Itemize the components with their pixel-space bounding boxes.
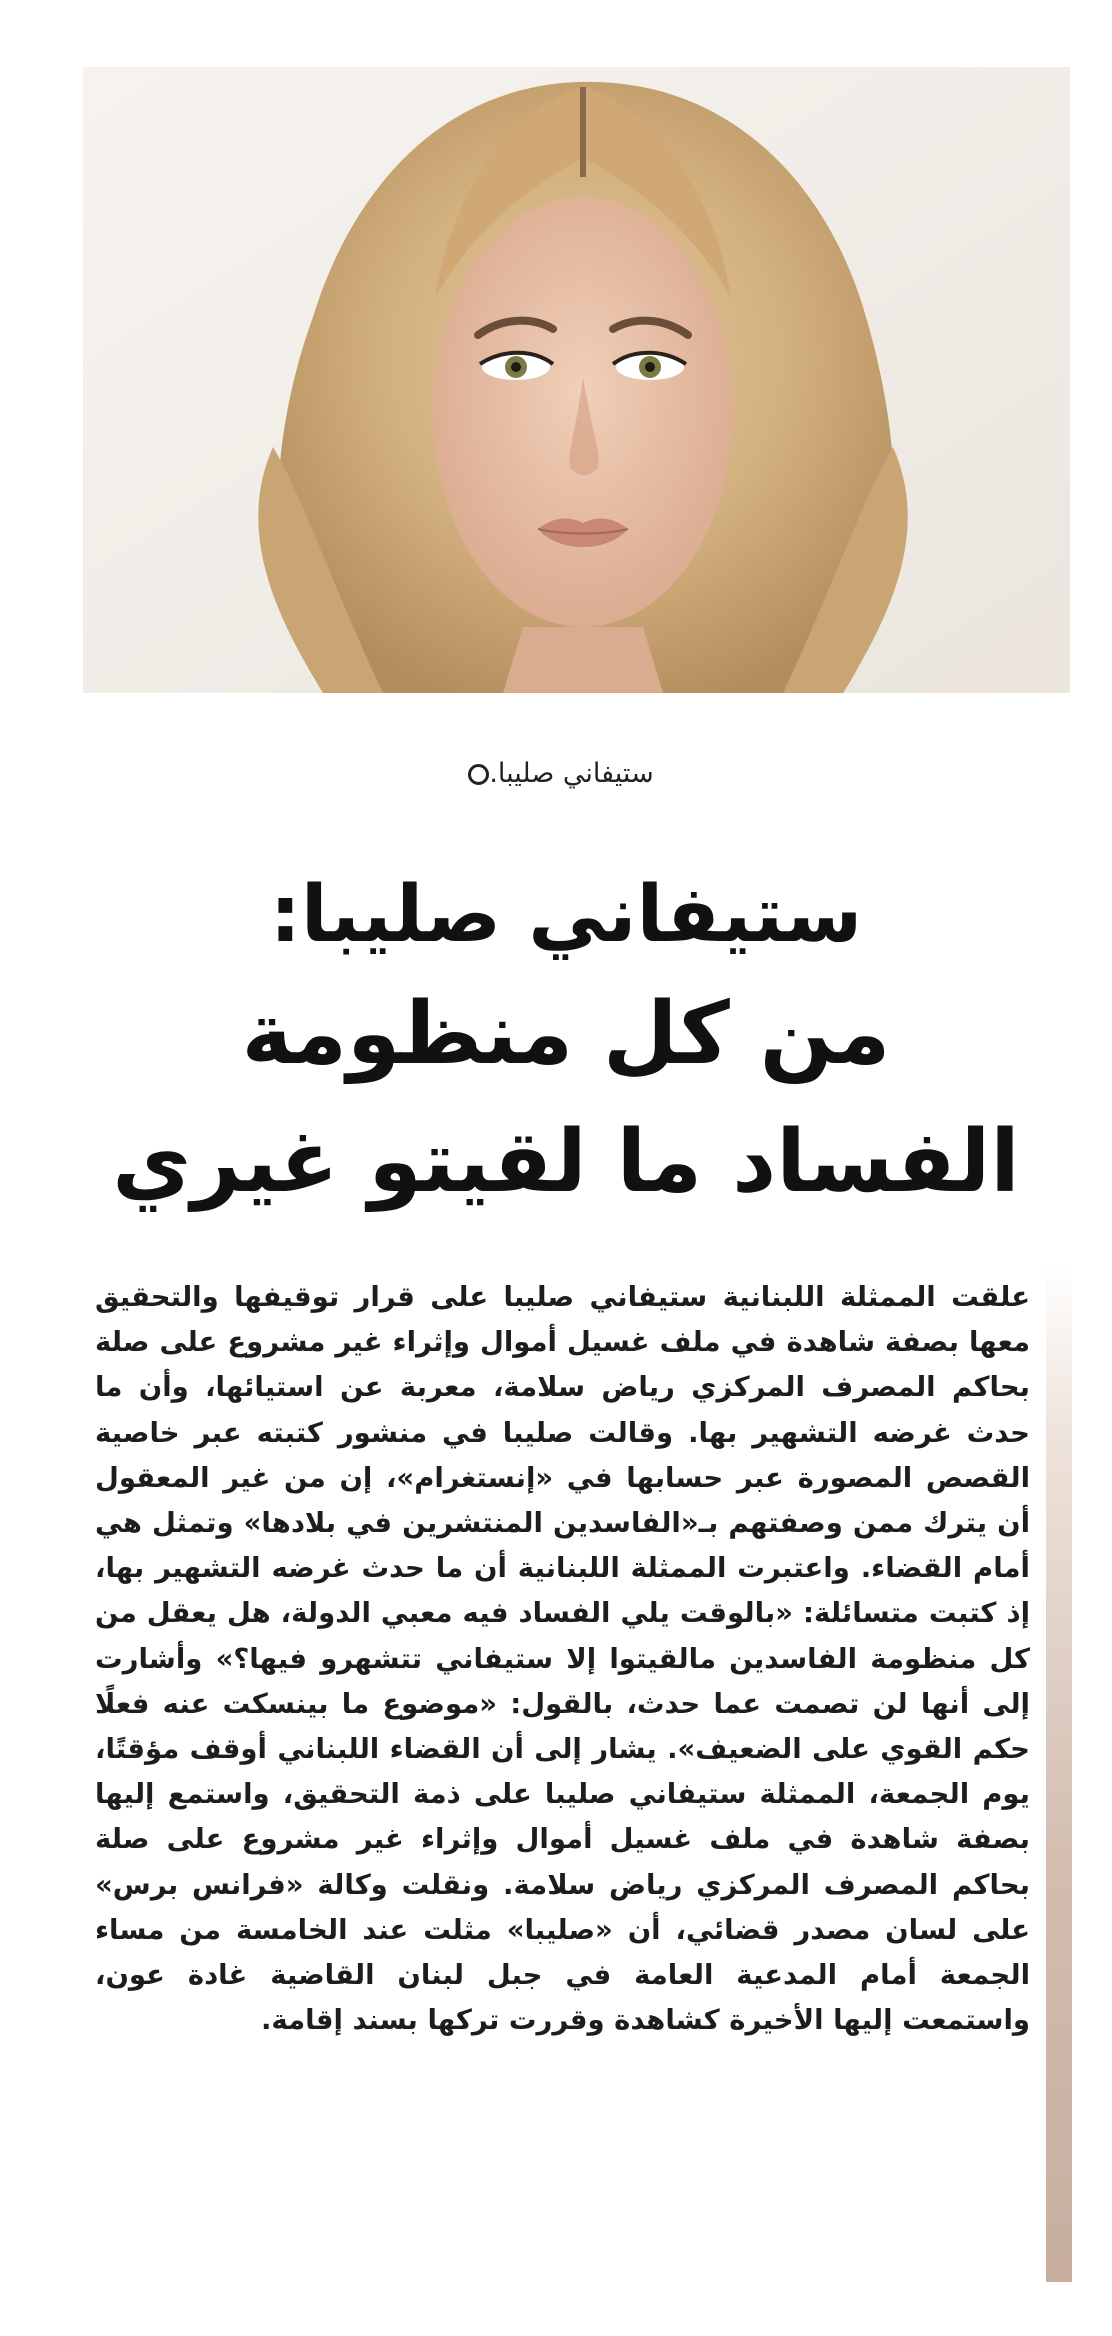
- caption-text: ستيفاني صليبا.: [489, 758, 654, 789]
- headline-line-3: الفساد ما لقيتو غيري: [112, 1112, 1020, 1212]
- headline-line-1: ستيفاني صليبا:: [269, 870, 863, 960]
- photo-caption: [0, 758, 1112, 789]
- decorative-side-bar: [1046, 1262, 1072, 2282]
- article-body: علقت الممثلة اللبنانية ستيفاني صليبا على قرار توقيفها والتحقيق معها بصفة شاهدة في ملف غسيل أموال وإثراء غير مشروع على صلة بحاكم المصرف المركزي رياض سلامة، معربة عن استيائها، وأن ما حدث غرضه التشهير بها. وقالت صليبا في منشور كتبته عبر خاصية القصص المصورة عبر حسابها في «إنستغرام»، إن من غير المعقول أن يترك ممن وصفتهم بـ«الفاسدين المنتشرين في بلادها» وتمثل هي أمام القضاء. واعتبرت الممثلة اللبنانية أن ما حدث غرضه التشهير بها، إذ كتبت متسائلة: «بالوقت يلي الفساد فيه معبي الدولة، هل يعقل من كل منظومة الفاسدين مالقيتوا إلا ستيفاني تتشهرو فيها؟» وأشارت إلى أنها لن تصمت عما حدث، بالقول: «موضوع ما بينسكت عنه فعلًا حكم القوي على الضعيف». يشار إلى أن القضاء اللبناني أوقف مؤقتًا، يوم الجمعة، الممثلة ستيفاني صليبا على ذمة التحقيق، واستمع إليها بصفة شاهدة في ملف غسيل أموال وإثراء غير مشروع على صلة بحاكم المصرف المركزي رياض سلامة. ونقلت وكالة «فرانس برس» على لسان مصدر قضائي، أن «صليبا» مثلت عند الخامسة من مساء الجمعة أمام المدعية العامة في جبل لبنان القاضية غادة عون، واستمعت إليها الأخيرة كشاهدة وقررت تركها بسند إقامة.: [95, 1281, 1030, 2037]
- portrait-photo: [83, 67, 1070, 693]
- headline-line-2: من كل منظومة: [241, 984, 891, 1084]
- caption-bullet-icon: [468, 764, 489, 785]
- headline: [60, 860, 1072, 1226]
- article-photo: [83, 67, 1070, 693]
